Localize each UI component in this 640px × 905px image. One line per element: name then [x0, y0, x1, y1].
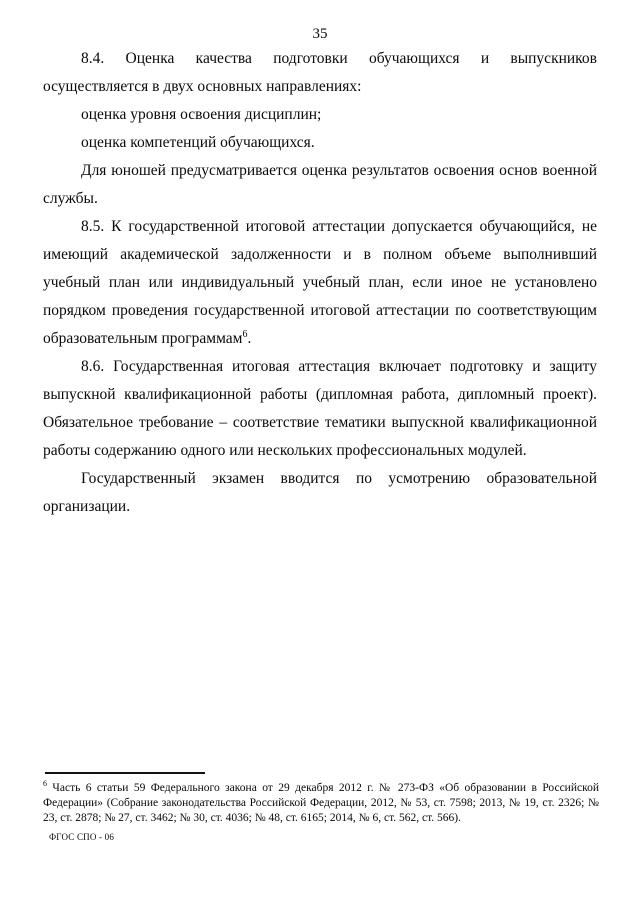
paragraph-8-4 [43, 45, 597, 101]
paragraph-8-6 [43, 353, 597, 465]
paragraph-text: 8.5. К государственной итоговой аттестации допускается обучающийся, не имеющий академической задолженности и в полном объеме выполнивший учебный план или индивидуальный учебный план, если иное не установлено порядком проведения государственной итоговой аттестации по соответствующим образовательным программам [43, 218, 597, 347]
footnote-area [43, 772, 599, 842]
paragraph-text: оценка уровня освоения дисциплин; [81, 106, 322, 123]
page-number: 35 [312, 26, 328, 42]
paragraph-text: 8.4. Оценка качества подготовки обучающихся и выпускников осуществляется в двух основных направлениях: [43, 50, 597, 95]
footnote-text [43, 781, 599, 826]
footnote-marker: 6 [43, 779, 47, 789]
paragraph-8-5 [43, 213, 597, 353]
document-body [43, 45, 597, 521]
paragraph-state-exam [43, 465, 597, 521]
footnote-separator [45, 772, 205, 774]
paragraph-text: Государственный экзамен вводится по усмотрению образовательной организации. [43, 470, 597, 515]
paragraph-text: оценка компетенций обучающихся. [81, 134, 315, 151]
list-item-discipline-assessment [43, 101, 597, 129]
paragraph-military-basics [43, 157, 597, 213]
list-item-competence-assessment [43, 129, 597, 157]
document-code: ФГОС СПО - 06 [49, 832, 115, 842]
paragraph-text: Для юношей предусматривается оценка результатов освоения основ военной службы. [43, 162, 597, 207]
footnote-reference: 6 [242, 328, 248, 340]
paragraph-text: . [247, 330, 252, 347]
paragraph-text: 8.6. Государственная итоговая аттестация включает подготовку и защиту выпускной квалификационной работы (дипломная работа, дипломный проект). Обязательное требование – соответствие тематики выпускной квалификационной работы содержанию одного или нескольких профессиональных модулей. [43, 358, 597, 459]
footnote-body: Часть 6 статьи 59 Федерального закона от 29 декабря 2012 г. № 273-ФЗ «Об образовании в Российской Федерации» (Собрание законодательства Российской Федерации, 2012, № 53, ст. 7598; 2013, № 19, ст. 2326; № 23, ст. 2878; № 27, ст. 3462; № 30, ст. 4036; № 48, ст. 6165; 2014, № 6, ст. 562, ст. 566). [43, 782, 599, 824]
